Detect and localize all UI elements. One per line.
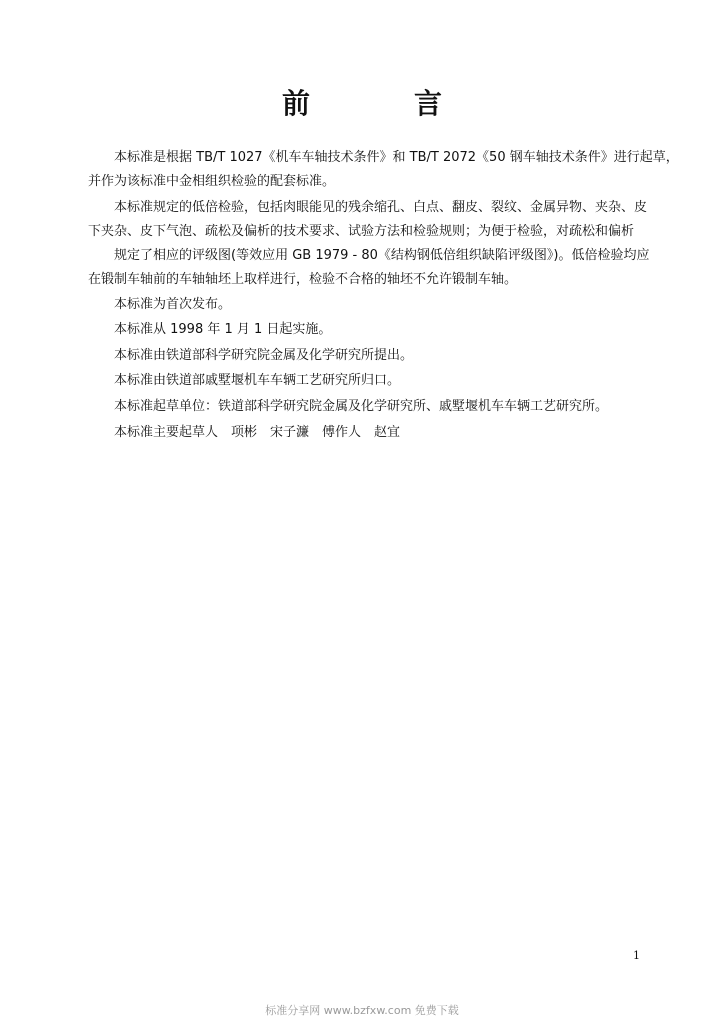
page-number: 1 <box>633 949 640 962</box>
paragraph-basis <box>88 146 679 194</box>
text-line: 下夹杂、皮下气泡、疏松及偏析的技术要求、试验方法和检验规则；为便于检验，对疏松和偏析 <box>88 224 635 239</box>
page-title: 前 言 <box>281 87 480 120</box>
paragraph-scope <box>88 196 650 292</box>
text-line: 本标准规定的低倍检验，包括肉眼能见的残余缩孔、白点、翻皮、裂纹、金属异物、夹杂、皮 <box>114 200 648 215</box>
paragraph-proposed-by: 本标准由铁道部科学研究院金属及化学研究所提出。 <box>114 348 414 363</box>
paragraph-centralized-by: 本标准由铁道部戚墅堰机车车辆工艺研究所归口。 <box>114 373 401 388</box>
text-line: 本标准是根据 TB/T 1027《机车车轴技术条件》和 TB/T 2072《50 钢车轴技术条件》进行起草， <box>114 150 679 165</box>
paragraph-drafters: 本标准主要起草人 项彬 宋子濂 傅作人 赵宜 <box>114 425 401 440</box>
watermark: 标准分享网 www.bzfxw.com 免费下载 <box>265 1004 459 1017</box>
text-line: 在锻制车轴前的车轴轴坯上取样进行，检验不合格的轴坯不允许锻制车轴。 <box>88 272 518 287</box>
paragraph-first-release: 本标准为首次发布。 <box>114 297 232 312</box>
text-line: 规定了相应的评级图(等效应用 GB 1979 - 80《结构钢低倍组织缺陷评级图》)。低倍检验均应 <box>114 248 650 263</box>
paragraph-effective-date: 本标准从 1998 年 1 月 1 日起实施。 <box>114 322 332 337</box>
paragraph-drafting-units: 本标准起草单位：铁道部科学研究院金属及化学研究所、戚墅堰机车车辆工艺研究所。 <box>114 399 609 414</box>
text-line: 并作为该标准中金相组织检验的配套标准。 <box>88 174 336 189</box>
